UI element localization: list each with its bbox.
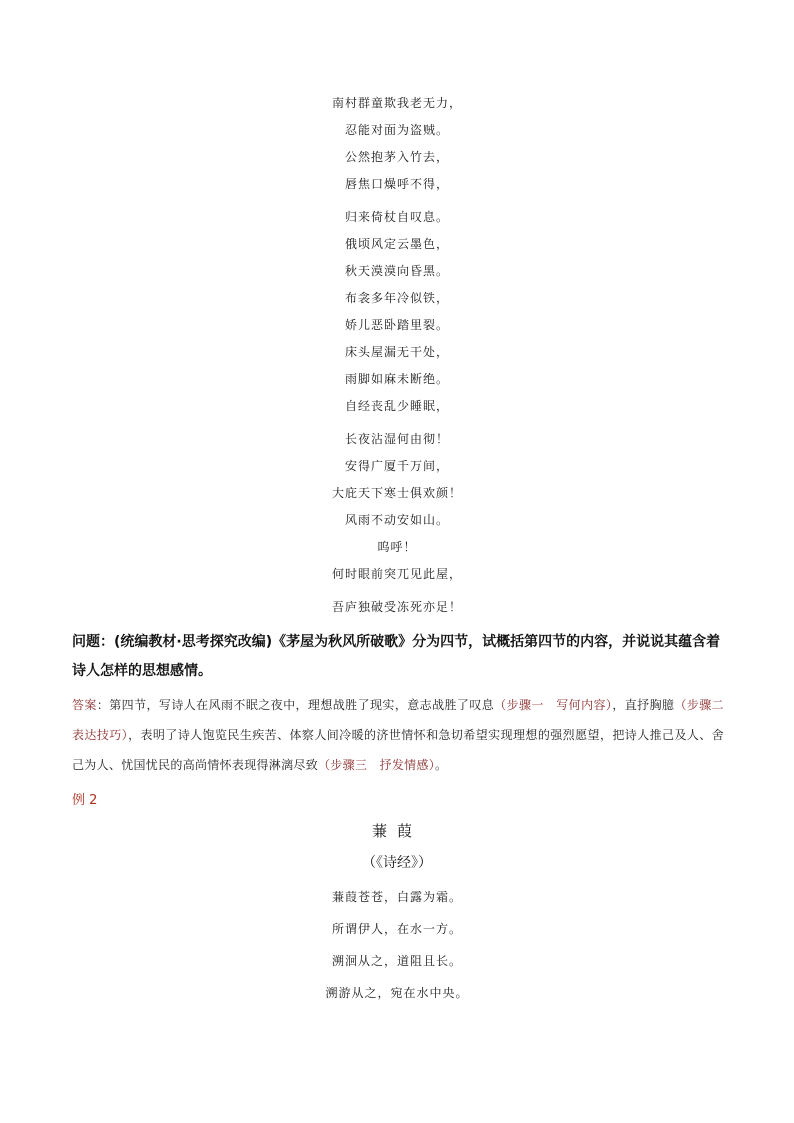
poem-line: 所谓伊人，在水一方。 [331, 922, 462, 936]
question-text: 问题：(统编教材·思考探究改编)《茅屋为秋风所破歌》分为四节，试概括第四节的内容，并说说其蕴含着诗人怎样的思想感情。 [72, 634, 721, 679]
poem-line: 蒹葭苍苍，白露为霜。 [331, 890, 462, 904]
answer-paragraph [72, 690, 737, 780]
poem-line: 溯洄从之，道阻且长。 [331, 954, 462, 968]
poem-line: 何时眼前突兀见此屋， [331, 567, 462, 581]
answer-step-note: （步骤一 写何内容） [494, 698, 613, 712]
poem-line: 秋天漠漠向昏黑。 [344, 264, 449, 278]
answer-text: ，表明了诗人饱览民生疾苦、体察人间冷暖的济世情怀和急切希望实现理想的强烈愿望，把诗人推己及人、舍己为人、忧国忧民的高尚情怀表现得淋漓尽致 [72, 728, 724, 772]
answer-label: 答案 [72, 698, 97, 712]
poem-maowu [0, 93, 794, 624]
poem-jianjia [0, 886, 794, 1014]
poem-line: 忍能对面为盗贼。 [344, 123, 449, 137]
answer-text: ：第四节，写诗人在风雨不眠之夜中，理想战胜了现实，意志战胜了叹息 [96, 698, 495, 712]
poem-line: 长夜沾湿何由彻！ [344, 432, 449, 446]
answer-text: ，直抒胸臆 [612, 698, 675, 712]
poem-line: 娇儿恶卧踏里裂。 [344, 318, 449, 332]
answer-text: 。 [435, 758, 448, 772]
poem-title: 蒹葭 [371, 822, 422, 840]
poem-line: 大庇天下寒士俱欢颜！ [331, 486, 462, 500]
poem-line: 自经丧乱少睡眠， [344, 399, 449, 413]
poem-line: 溯游从之，宛在水中央。 [325, 986, 469, 1000]
poem-source: （《诗经》） [362, 855, 432, 871]
poem-line: 公然抱茅入竹去， [344, 150, 449, 164]
answer-step-note: （步骤二 表达技巧） [72, 698, 737, 742]
example-label: 例 2 [72, 793, 98, 808]
poem-line: 呜呼！ [377, 540, 417, 554]
poem-line: 风雨不动安如山。 [344, 513, 449, 527]
poem-line: 布衾多年冷似铁， [344, 291, 449, 305]
answer-step-note: （步骤三 抒发情感） [318, 758, 436, 772]
poem-line: 归来倚杖自叹息。 [344, 210, 449, 224]
poem-line: 南村群童欺我老无力， [331, 96, 462, 110]
poem-line: 吾庐独破受冻死亦足！ [331, 600, 462, 614]
poem-line: 安得广厦千万间， [344, 459, 449, 473]
poem-line: 床头屋漏无干处， [344, 345, 449, 359]
poem-line: 雨脚如麻未断绝。 [344, 372, 449, 386]
poem-line: 唇焦口燥呼不得， [344, 177, 449, 191]
poem-line: 俄顷风定云墨色， [344, 237, 449, 251]
